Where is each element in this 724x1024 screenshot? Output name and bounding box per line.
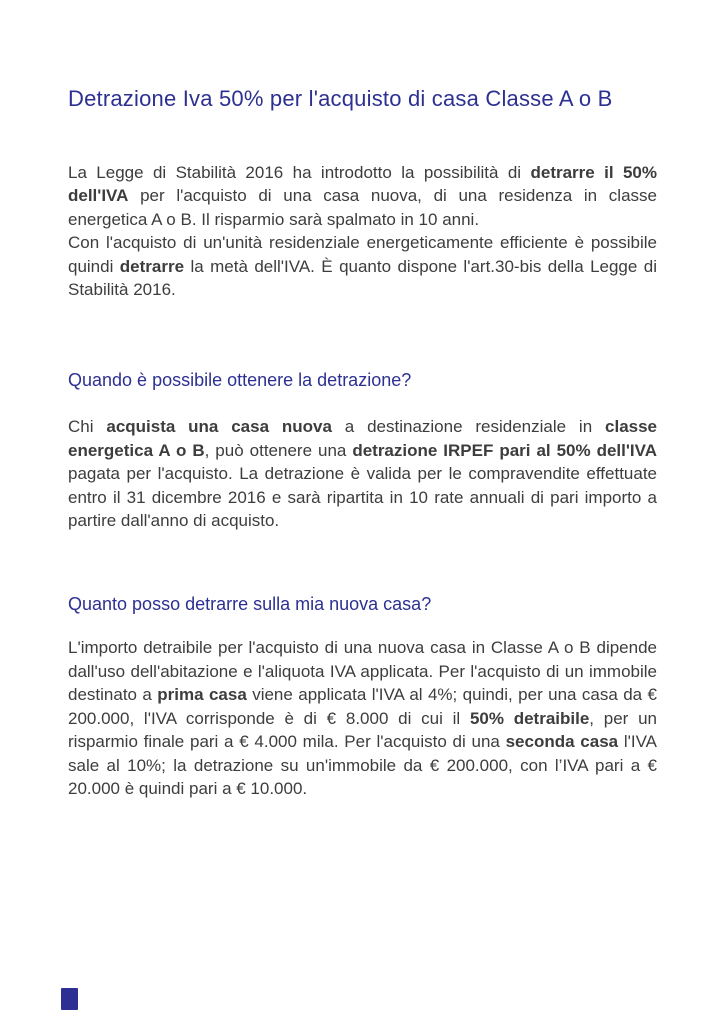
paragraph-intro: La Legge di Stabilità 2016 ha introdotto la possibilità di detrarre il 50% dell'IVA per l'acquisto di una casa nuova, di una residenza in classe energetica A o B. Il risparmio sarà spalmato in 10 anni. Con l'acquisto di un'unità residenziale energeticamente efficiente è possibile quindi detrarre la metà dell'IVA. È quanto dispone l'art.30-bis della Legge di Stabilità 2016. — [68, 163, 657, 300]
paragraph-how-much: L'importo detraibile per l'acquisto di una nuova casa in Classe A o B dipende dall'uso dell'abitazione e l'aliquota IVA applicata. Per l'acquisto di un immobile destinato a prima casa viene applicata l'IVA al 4%; quindi, per una casa da € 200.000, l'IVA corrisponde è di € 8.000 di cui il 50% detraibile, per un risparmio finale pari a € 4.000 mila. Per l'acquisto di una seconda casa l'IVA sale al 10%; la detrazione su un'immobile da € 200.000, con l’IVA pari a € 20.000 è quindi pari a € 10.000. — [68, 638, 658, 798]
paragraph-when: Chi acquista una casa nuova a destinazione residenziale in classe energetica A o B, può ottenere una detrazione IRPEF pari al 50% dell'IVA pagata per l'acquisto. La detrazione è valida per le compravendite effettuate entro il 31 dicembre 2016 e sarà ripartita in 10 rate annuali di pari importo a partire dall'anno di acquisto. — [68, 417, 658, 531]
section-heading-how-much: Quanto posso detrarre sulla mia nuova casa? — [68, 594, 432, 615]
document-title: Detrazione Iva 50% per l'acquisto di casa Classe A o B — [68, 86, 613, 111]
section-heading-when: Quando è possibile ottenere la detrazione? — [68, 370, 412, 391]
document-content — [0, 84, 724, 800]
bottom-blue-mark — [61, 988, 78, 1010]
